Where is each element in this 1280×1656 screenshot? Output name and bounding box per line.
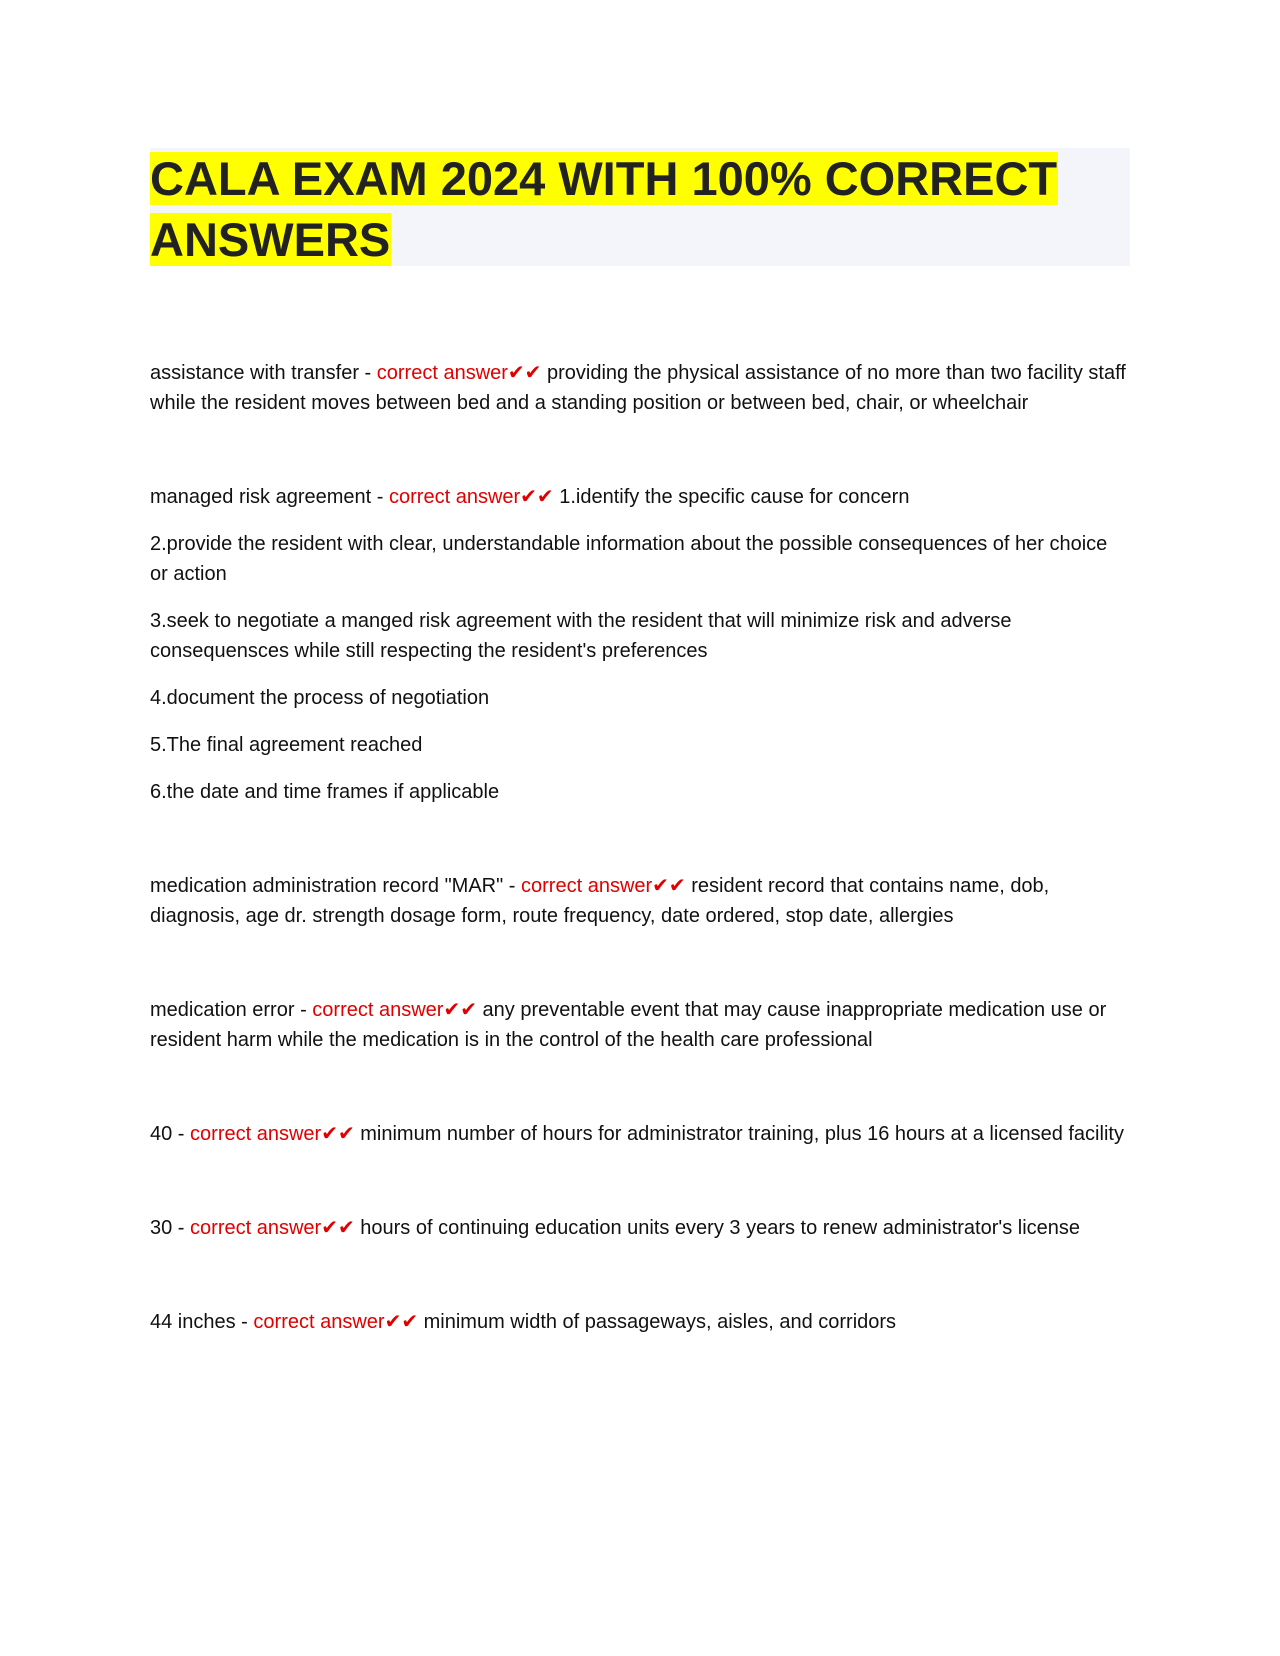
- entry-40-hours: 40 - correct answer✔✔ minimum number of hours for administrator training, plus 16 hours at a licensed facility: [150, 1123, 1124, 1145]
- list-item: 6.the date and time frames if applicable: [150, 781, 500, 803]
- correct-answer-label: correct answer: [389, 486, 521, 508]
- entry-term: medication administration record "MAR": [150, 875, 504, 897]
- correct-answer-label: correct answer: [190, 1123, 322, 1145]
- document-title: [150, 148, 1130, 270]
- entry-term: managed risk agreement: [150, 486, 372, 508]
- entry-spacer: [150, 1055, 1130, 1119]
- entry-assistance-with-transfer: assistance with transfer - correct answer✔✔ providing the physical assistance of no more than two facility staff while the resident moves between bed and a standing position or between bed, chair, or wheelchair: [150, 362, 1126, 414]
- flashcard-list: [150, 358, 1130, 1337]
- entry-term: 40: [150, 1123, 173, 1145]
- entry-definition: minimum width of passageways, aisles, and corridors: [423, 1311, 897, 1333]
- entry-definition: resident record that contains name, dob, diagnosis, age dr. strength dosage form, route frequency, date ordered, stop date, allergies: [150, 875, 1050, 927]
- entry-definition: any preventable event that may cause inappropriate medication use or resident harm while the medication is in the control of the health care professional: [150, 999, 1107, 1051]
- entry-managed-risk-agreement: managed risk agreement - correct answer✔✔ 1.identify the specific cause for concern: [150, 486, 910, 508]
- entry-spacer: [150, 931, 1130, 995]
- list-item: 4.document the process of negotiation: [150, 687, 490, 709]
- entry-30-hours: 30 - correct answer✔✔ hours of continuing education units every 3 years to renew administrator's license: [150, 1217, 1081, 1239]
- title-block: [150, 148, 1130, 266]
- checkmark-icon: ✔✔: [652, 875, 686, 897]
- checkmark-icon: ✔✔: [384, 1311, 419, 1333]
- correct-answer-label: correct answer: [253, 1311, 385, 1333]
- entry-term: medication error: [150, 999, 295, 1021]
- document-page: [150, 148, 1130, 1337]
- entry-spacer: [150, 1243, 1130, 1307]
- checkmark-icon: ✔✔: [507, 362, 542, 384]
- list-item: 5.The final agreement reached: [150, 734, 423, 756]
- entry-term: 44 inches: [150, 1311, 236, 1333]
- entry-medication-error: medication error - correct answer✔✔ any preventable event that may cause inappropriate medication use or resident harm while the medication is in the control of the health care professional: [150, 999, 1107, 1051]
- list-item: 2.provide the resident with clear, understandable information about the possible consequences of her choice or action: [150, 533, 1108, 585]
- correct-answer-label: correct answer: [376, 362, 508, 384]
- entry-spacer: [150, 807, 1130, 871]
- entry-definition: hours of continuing education units every 3 years to renew administrator's license: [360, 1217, 1081, 1239]
- entry-definition: 1.identify the specific cause for concern: [559, 486, 910, 508]
- checkmark-icon: ✔✔: [443, 999, 477, 1021]
- title-highlight: CALA EXAM 2024 WITH 100% CORRECT ANSWERS: [150, 152, 1058, 266]
- entry-term: assistance with transfer: [150, 362, 359, 384]
- entry-spacer: [150, 418, 1130, 482]
- correct-answer-label: correct answer: [190, 1217, 322, 1239]
- entry-definition: providing the physical assistance of no more than two facility staff while the resident moves between bed and a standing position or between bed, chair, or wheelchair: [150, 362, 1126, 414]
- entry-44-inches: 44 inches - correct answer✔✔ minimum width of passageways, aisles, and corridors: [150, 1311, 897, 1333]
- checkmark-icon: ✔✔: [321, 1217, 355, 1239]
- checkmark-icon: ✔✔: [520, 486, 554, 508]
- checkmark-icon: ✔✔: [321, 1123, 355, 1145]
- entry-term: 30: [150, 1217, 173, 1239]
- entry-definition: minimum number of hours for administrator training, plus 16 hours at a licensed facility: [360, 1123, 1124, 1145]
- correct-answer-label: correct answer: [312, 999, 444, 1021]
- correct-answer-label: correct answer: [521, 875, 653, 897]
- list-item: 3.seek to negotiate a manged risk agreement with the resident that will minimize risk and adverse consequensces while still respecting the resident's preferences: [150, 610, 1012, 662]
- entry-spacer: [150, 1149, 1130, 1213]
- entry-medication-administration-record: medication administration record "MAR" - correct answer✔✔ resident record that contains name, dob, diagnosis, age dr. strength dosage form, route frequency, date ordered, stop date, allergies: [150, 875, 1050, 927]
